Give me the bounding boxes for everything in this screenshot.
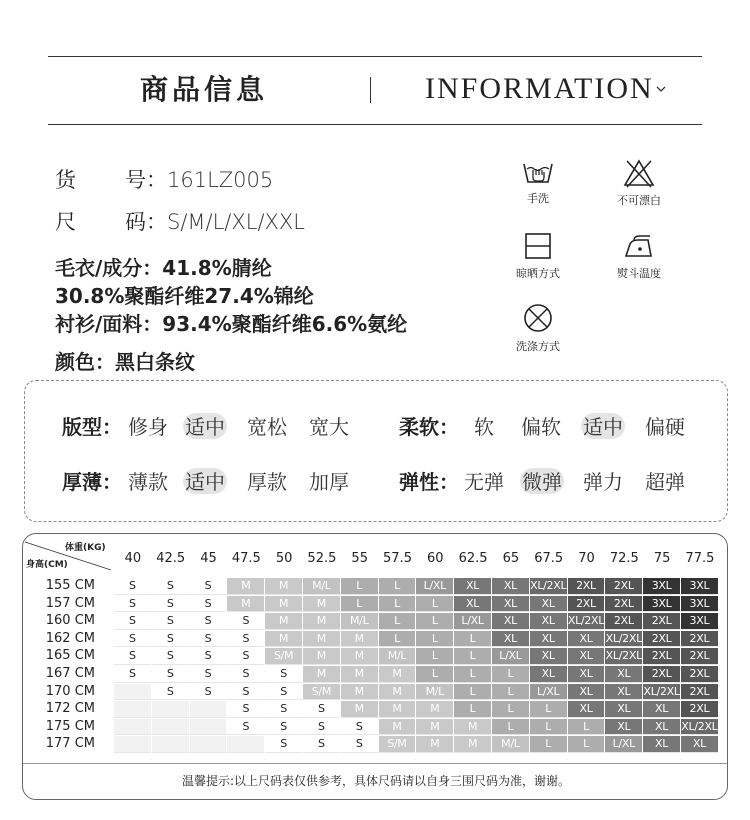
size-cell — [227, 736, 264, 753]
size-cell: L — [416, 631, 453, 648]
size-cell — [152, 701, 189, 718]
corner-height-label: 身高(CM) — [26, 560, 68, 570]
size-cell: M — [265, 578, 302, 595]
size-cell: S — [114, 666, 151, 683]
material-line-2: 30.8%聚酯纤维27.4%锦纶 — [55, 284, 314, 308]
size-cell: XL/2XL — [530, 578, 567, 595]
size-cell: S — [152, 596, 189, 613]
attr-elasticity-option-3: 超弹 — [645, 470, 685, 494]
care-label-no-bleach: 不可漂白 — [617, 194, 661, 207]
size-cell: XL — [454, 578, 491, 595]
care-label-dry-method: 晾晒方式 — [516, 267, 560, 280]
size-cell: L — [530, 736, 567, 753]
size-cell: L — [379, 613, 416, 630]
size-cell: 2XL — [681, 631, 718, 648]
size-cell: 3XL — [681, 613, 718, 630]
attr-fit-option-3: 宽大 — [309, 415, 349, 439]
weight-header: 42.5 — [156, 551, 186, 566]
attr-thickness-option-2: 厚款 — [247, 470, 287, 494]
size-label-b: 码： — [125, 210, 167, 234]
care-label-iron-temperature: 熨斗温度 — [617, 267, 661, 280]
weight-header: 67.5 — [534, 551, 564, 566]
no-bleach-icon — [622, 158, 656, 188]
size-cell: 2XL — [681, 648, 718, 665]
size-cell: XL — [492, 596, 529, 613]
size-cell: XL — [643, 719, 680, 736]
material-line-3: 衬衫/面料：93.4%聚酯纤维6.6%氨纶 — [55, 312, 408, 336]
size-cell: L/XL — [605, 736, 642, 753]
size-cell: 2XL — [681, 684, 718, 701]
size-cell: L — [379, 631, 416, 648]
size-cell: 2XL — [643, 666, 680, 683]
size-cell: 2XL — [681, 701, 718, 718]
size-cell: L — [454, 631, 491, 648]
size-cell: M — [303, 613, 340, 630]
size-cell: XL — [530, 666, 567, 683]
size-cell — [114, 701, 151, 718]
attr-softness-label: 柔软： — [399, 415, 459, 439]
size-cell: M/L — [379, 648, 416, 665]
attr-softness-option-0: 软 — [474, 415, 494, 439]
sku-label-a: 货 — [55, 168, 76, 192]
size-cell: M — [454, 719, 491, 736]
attr-softness-option-1: 偏软 — [521, 415, 561, 439]
size-cell: M — [303, 648, 340, 665]
size-cell: S — [114, 613, 151, 630]
size-cell: S — [265, 701, 302, 718]
size-cell: L — [568, 719, 605, 736]
size-cell: L — [341, 578, 378, 595]
size-cell: M — [341, 684, 378, 701]
sku-row — [55, 164, 273, 194]
attr-elasticity-option-1: 微弹 — [522, 466, 562, 495]
height-header: 157 CM — [45, 595, 95, 611]
size-cell: XL — [568, 684, 605, 701]
height-header: 167 CM — [45, 666, 95, 681]
size-cell: 2XL — [643, 613, 680, 630]
size-cell: S — [190, 578, 227, 595]
size-cell: M — [303, 596, 340, 613]
size-cell: L — [492, 701, 529, 718]
size-cell: S — [227, 684, 264, 701]
corner-weight-label: 体重(KG) — [65, 543, 106, 553]
size-cell: M — [265, 596, 302, 613]
size-cell: XL — [492, 631, 529, 648]
size-cell: L — [492, 684, 529, 701]
size-cell: XL/2XL — [605, 648, 642, 665]
size-cell: L — [568, 736, 605, 753]
sku-value: 161LZ005 — [167, 168, 274, 192]
size-cell: M/L — [492, 736, 529, 753]
size-cell: S — [265, 666, 302, 683]
weight-header: 57.5 — [383, 551, 412, 566]
size-label-a: 尺 — [55, 210, 76, 234]
weight-header: 52.5 — [307, 551, 337, 566]
size-cell: S — [152, 631, 189, 648]
size-row — [55, 206, 305, 236]
size-cell: S — [114, 648, 151, 665]
hand-wash-icon — [521, 160, 555, 186]
size-cell: XL — [568, 631, 605, 648]
size-cell — [190, 719, 227, 736]
size-cell: XL/2XL — [568, 613, 605, 630]
header-title-cn: 商品信息 — [140, 73, 269, 106]
size-cell: S — [265, 719, 302, 736]
size-cell: M — [454, 736, 491, 753]
size-cell: S — [152, 648, 189, 665]
tip-divider — [23, 763, 728, 764]
size-table-panel — [22, 533, 728, 800]
size-cell: S — [227, 719, 264, 736]
attr-thickness-option-0: 薄款 — [128, 470, 168, 494]
size-cell: XL — [643, 736, 680, 753]
height-header: 155 CM — [45, 578, 95, 593]
size-cell: XL/2XL — [643, 684, 680, 701]
size-cell: S — [114, 631, 151, 648]
wash-method-icon — [522, 302, 554, 334]
size-cell: L — [530, 701, 567, 718]
attr-fit-label: 版型： — [62, 415, 122, 439]
size-cell: S — [341, 736, 378, 753]
size-tip: 温馨提示:以上尺码表仅供参考，具体尺码请以自身三围尺码为准，谢谢。 — [181, 774, 571, 788]
iron-temperature-icon — [622, 231, 656, 261]
weight-header: 77.5 — [685, 551, 715, 566]
size-cell: S — [190, 684, 227, 701]
care-hand-wash — [498, 160, 578, 206]
weight-header: 47.5 — [231, 551, 261, 566]
care-iron-temperature — [599, 231, 679, 281]
size-cell: L — [454, 701, 491, 718]
size-cell: S — [190, 596, 227, 613]
size-cell: S — [190, 631, 227, 648]
size-cell: XL — [530, 631, 567, 648]
size-cell: S — [114, 596, 151, 613]
size-cell: S/M — [265, 648, 302, 665]
size-cell: M — [227, 578, 264, 595]
header-title-en: INFORMATION — [425, 72, 654, 105]
care-no-bleach — [599, 158, 679, 208]
size-cell: S — [152, 684, 189, 701]
size-cell: 2XL — [681, 666, 718, 683]
header-top-line — [48, 56, 702, 57]
size-cell: M — [227, 596, 264, 613]
size-cell: XL — [605, 684, 642, 701]
size-value: S/M/L/XL/XXL — [167, 210, 306, 234]
height-header: 162 CM — [45, 630, 95, 646]
size-cell: S — [227, 631, 264, 648]
weight-header: 45 — [200, 551, 217, 566]
size-cell: M/L — [341, 613, 378, 630]
size-cell: S — [190, 648, 227, 665]
size-cell: XL — [605, 719, 642, 736]
weight-header: 55 — [351, 551, 368, 566]
size-cell: 3XL — [681, 578, 718, 595]
size-cell: L — [454, 648, 491, 665]
color-line: 颜色：黑白条纹 — [55, 350, 195, 374]
size-cell: XL — [530, 613, 567, 630]
weight-header: 72.5 — [609, 551, 639, 566]
size-cell: S — [265, 736, 302, 753]
size-cell: M — [416, 719, 453, 736]
size-cell: XL — [568, 648, 605, 665]
size-cell: M/L — [303, 578, 340, 595]
size-cell: M — [379, 684, 416, 701]
header-separator — [370, 77, 371, 103]
size-cell: XL — [605, 666, 642, 683]
size-cell: M — [303, 631, 340, 648]
size-cell: XL — [681, 736, 718, 753]
size-cell — [190, 736, 227, 753]
attr-elasticity-option-0: 无弹 — [464, 470, 504, 494]
size-cell: M — [341, 648, 378, 665]
size-cell — [114, 684, 151, 701]
weight-header: 70 — [578, 551, 595, 566]
sku-label-b: 号： — [125, 168, 167, 192]
size-cell: M/L — [416, 684, 453, 701]
size-cell: L — [492, 719, 529, 736]
size-cell: 3XL — [643, 596, 680, 613]
size-cell: S — [152, 613, 189, 630]
material-line-1: 毛衣/成分：41.8%腈纶 — [55, 256, 272, 280]
size-cell: L — [379, 596, 416, 613]
height-header: 160 CM — [45, 613, 95, 629]
size-cell: L — [416, 648, 453, 665]
size-cell: M — [341, 631, 378, 648]
size-cell: XL — [530, 596, 567, 613]
size-cell — [190, 701, 227, 718]
weight-header: 75 — [653, 551, 671, 566]
height-header: 175 CM — [45, 718, 95, 734]
weight-header: 50 — [275, 551, 293, 566]
attr-fit-option-1: 适中 — [185, 411, 225, 440]
attr-thickness-label: 厚薄： — [62, 470, 122, 494]
weight-header: 62.5 — [458, 551, 488, 566]
size-cell: M — [341, 701, 378, 718]
size-cell: S — [190, 666, 227, 683]
size-cell: L/XL — [530, 684, 567, 701]
size-cell — [114, 736, 151, 753]
size-cell: M — [379, 719, 416, 736]
care-wash-method — [498, 302, 578, 354]
size-cell: L — [454, 666, 491, 683]
size-cell: L — [379, 578, 416, 595]
size-cell: M — [416, 736, 453, 753]
size-cell: XL — [530, 648, 567, 665]
size-cell: XL — [605, 701, 642, 718]
size-cell: 2XL — [605, 596, 642, 613]
size-cell: XL — [492, 613, 529, 630]
care-label-hand-wash: 手洗 — [527, 192, 549, 205]
size-cell: L — [416, 596, 453, 613]
size-cell — [152, 736, 189, 753]
size-cell: S/M — [379, 736, 416, 753]
size-cell: S — [341, 719, 378, 736]
size-cell: M — [379, 701, 416, 718]
weight-header: 60 — [427, 551, 444, 566]
size-cell: S — [303, 701, 340, 718]
attr-fit-option-0: 修身 — [128, 415, 168, 439]
size-cell: S — [190, 613, 227, 630]
header-bottom-line — [48, 124, 702, 125]
size-cell: M — [416, 701, 453, 718]
height-header: 165 CM — [45, 648, 95, 664]
size-cell: 2XL — [568, 578, 605, 595]
attr-fit-option-2: 宽松 — [247, 415, 287, 439]
attr-softness-option-3: 偏硬 — [645, 415, 685, 439]
size-cell: M — [265, 613, 302, 630]
dry-method-icon — [523, 231, 553, 261]
size-cell: L — [454, 684, 491, 701]
size-cell: L — [416, 613, 453, 630]
size-cell: S — [303, 736, 340, 753]
size-cell: XL — [568, 666, 605, 683]
attr-thickness-option-3: 加厚 — [309, 470, 349, 494]
size-cell — [114, 719, 151, 736]
size-cell: L — [492, 666, 529, 683]
size-cell: M — [379, 666, 416, 683]
size-cell: M — [265, 631, 302, 648]
chevron-down-icon[interactable] — [656, 84, 666, 94]
size-cell: M — [303, 666, 340, 683]
size-cell: L — [341, 596, 378, 613]
size-cell: 2XL — [568, 596, 605, 613]
weight-header: 40 — [124, 551, 142, 566]
size-cell: M — [341, 666, 378, 683]
size-cell: 2XL — [643, 631, 680, 648]
size-cell: 3XL — [643, 578, 680, 595]
size-cell: 2XL — [605, 613, 642, 630]
attributes-panel — [24, 380, 728, 522]
height-header: 177 CM — [45, 736, 95, 752]
size-cell: XL/2XL — [681, 719, 718, 736]
size-cell: L/XL — [492, 648, 529, 665]
size-cell — [152, 719, 189, 736]
size-cell: S — [227, 648, 264, 665]
size-cell: S — [227, 613, 264, 630]
size-cell: XL — [568, 701, 605, 718]
attr-thickness-option-1: 适中 — [185, 466, 225, 495]
size-cell: S — [265, 684, 302, 701]
size-cell: S — [227, 701, 264, 718]
size-cell: XL — [492, 578, 529, 595]
attr-elasticity-label: 弹性： — [399, 470, 459, 494]
size-cell: 3XL — [681, 596, 718, 613]
size-cell: XL/2XL — [605, 631, 642, 648]
attr-softness-option-2: 适中 — [583, 411, 623, 440]
size-cell: XL — [643, 701, 680, 718]
size-cell: L/XL — [416, 578, 453, 595]
weight-header: 65 — [502, 551, 520, 566]
attr-elasticity-option-2: 弹力 — [583, 470, 623, 494]
size-cell: S/M — [303, 684, 340, 701]
size-cell: XL — [454, 596, 491, 613]
size-cell: 2XL — [605, 578, 642, 595]
size-cell: L/XL — [454, 613, 491, 630]
care-label-wash-method: 洗涤方式 — [516, 340, 560, 353]
size-cell: L — [530, 719, 567, 736]
height-header: 172 CM — [45, 701, 95, 717]
size-cell: S — [152, 578, 189, 595]
size-cell: S — [114, 578, 151, 595]
size-cell: S — [152, 666, 189, 683]
size-cell: 2XL — [643, 648, 680, 665]
care-dry-method — [498, 231, 578, 281]
size-cell: S — [227, 666, 264, 683]
height-header: 170 CM — [45, 683, 95, 699]
size-cell: S — [303, 719, 340, 736]
size-cell: L — [416, 666, 453, 683]
